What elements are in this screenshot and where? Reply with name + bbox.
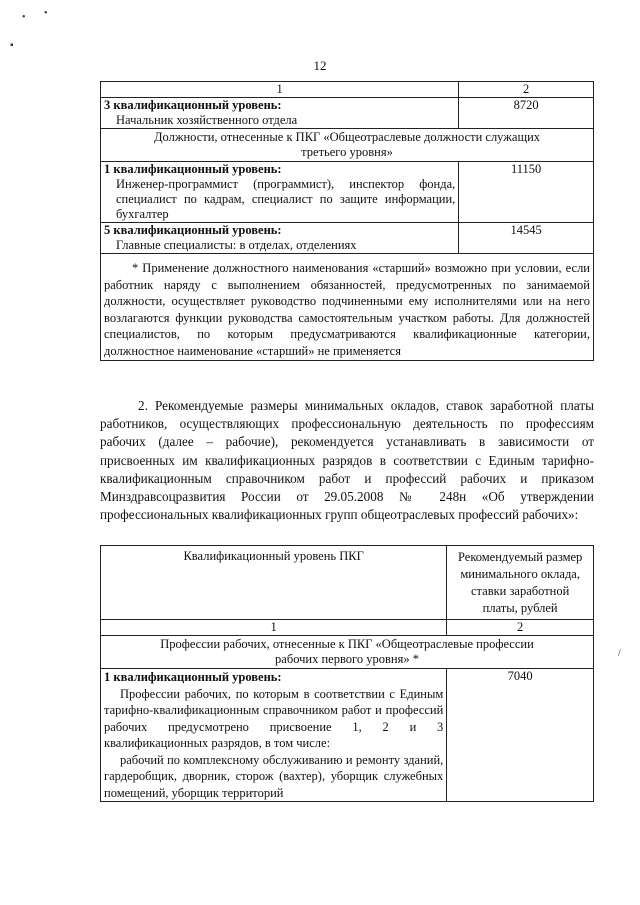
qualification-level: 5 квалификационный уровень: (104, 223, 282, 237)
table-row (101, 162, 594, 223)
scan-speck: / (618, 648, 621, 659)
salary-value: 14545 (459, 223, 594, 254)
scan-speck: • (22, 12, 26, 23)
table-row (101, 636, 594, 669)
column-number-2: 2 (447, 620, 594, 636)
table-row (101, 254, 594, 361)
group-heading: Профессии рабочих, отнесенные к ПКГ «Общеотраслевые профессии рабочих первого уровня» * (101, 636, 594, 669)
column-number-2: 2 (459, 82, 594, 98)
table-row (101, 129, 594, 162)
group-heading: Должности, отнесенные к ПКГ «Общеотраслевые должности служащих третьего уровня» (101, 129, 594, 162)
positions-text: Инженер-программист (программист), инспектор фонда, специалист по кадрам, специалист по защите информации, бухгалтер (116, 177, 456, 221)
qualification-level: 1 квалификационный уровень: (104, 670, 282, 684)
qualification-cell (101, 223, 459, 254)
table-row (101, 669, 594, 802)
professions-list: рабочий по комплексному обслуживанию и ремонту зданий, гардеробщик, дворник, сторож (вахтер), уборщик служебных помещений, уборщик территорий (104, 752, 444, 800)
table-header-row (101, 82, 594, 98)
salary-value: 7040 (447, 669, 594, 802)
professions-text: Профессии рабочих, по которым в соответствии с Единым тарифно-квалификационным справочником работ и профессий рабочих предусмотрено присвоение 1, 2 и 3 квалификационных разрядов, в том числе: (104, 686, 444, 750)
salary-table-workers (100, 545, 594, 802)
footnote-cell (101, 254, 594, 361)
qualification-cell (101, 669, 447, 802)
page-number: 12 (313, 58, 327, 73)
column-number-1: 1 (101, 82, 459, 98)
column-header-salary: Рекомендуемый размер минимального оклада, ставки заработной платы, рублей (447, 546, 594, 620)
qualification-level: 1 квалификационный уровень: (104, 162, 282, 176)
table-row (101, 223, 594, 254)
qualification-level: 3 квалификационный уровень: (104, 98, 282, 112)
salary-value: 8720 (459, 98, 594, 129)
table-row (101, 98, 594, 129)
scan-speck: • (44, 8, 48, 19)
column-number-1: 1 (101, 620, 447, 636)
salary-table-servants (100, 81, 594, 361)
positions-text: Начальник хозяйственного отдела (116, 113, 298, 127)
salary-value: 11150 (459, 162, 594, 223)
qualification-cell (101, 162, 459, 223)
table-header-row (101, 546, 594, 620)
table-number-row (101, 620, 594, 636)
body-paragraph: 2. Рекомендуемые размеры минимальных окладов, ставок заработной платы работников, осуществляющих профессиональную деятельность по профессиям рабочих (далее – рабочие), рекомендуется устанавливать в зависимости от присвоенных им квалификационных разрядов в соответствии с Единым тарифно-квалификационным справочником работ и профессий рабочих и приказом Минздравсоцразвития России от 29.05.2008 № 248н «Об утверждении профессиональных квалификационных групп общеотраслевых профессий рабочих»: (100, 398, 594, 523)
qualification-cell (101, 98, 459, 129)
footnote-text: * Применение должностного наименования «старший» возможно при условии, если работник наряду с выполнением обязанностей, предусмотренных по занимаемой должности, осуществляет руководство подчиненными ему исполнителями или на него возлагаются функции руководства самостоятельным участком работы. Для должностей специалистов, по которым предусматриваются квалификационные категории, должностное наименование «старший» не применяется (104, 261, 590, 358)
positions-text: Главные специалисты: в отделах, отделениях (116, 238, 357, 252)
column-header-qualification: Квалификационный уровень ПКГ (101, 546, 447, 620)
scan-speck: ▪ (10, 40, 14, 51)
